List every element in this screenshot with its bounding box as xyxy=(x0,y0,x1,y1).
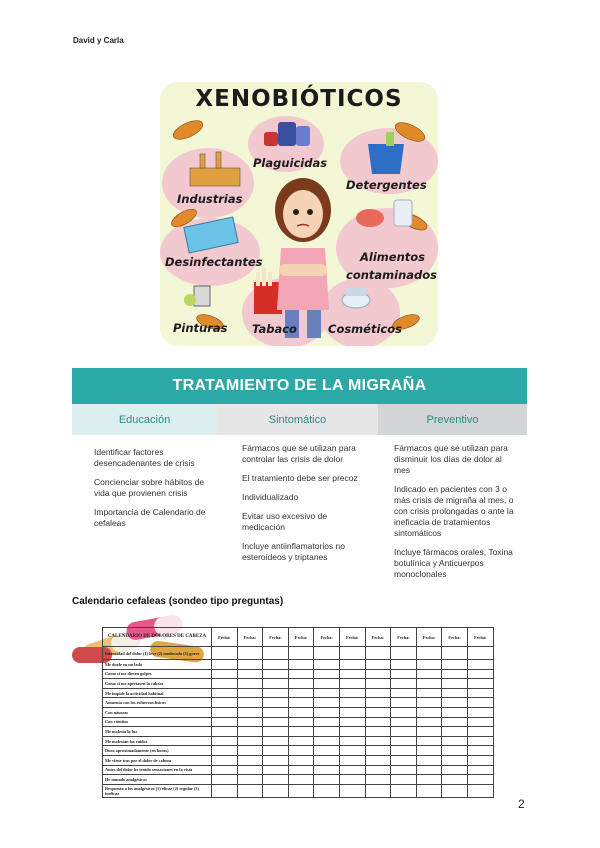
calendar-cell[interactable] xyxy=(365,669,391,679)
calendar-cell[interactable] xyxy=(263,755,289,765)
calendar-cell[interactable] xyxy=(263,736,289,746)
cosmetics-icon xyxy=(342,288,370,308)
calendar-cell[interactable] xyxy=(212,707,238,717)
calendar-cell[interactable] xyxy=(314,679,340,689)
calendar-cell[interactable] xyxy=(391,775,417,785)
detergent-icon xyxy=(368,132,404,174)
calendar-row-label: Me viene tras por el dolor de cabeza xyxy=(103,755,212,765)
calendar-cell[interactable] xyxy=(314,669,340,679)
calendar-cell[interactable] xyxy=(263,679,289,689)
calendar-row xyxy=(103,775,494,785)
calendar-cell[interactable] xyxy=(263,688,289,698)
date-column-header: Fecha: xyxy=(212,628,238,647)
calendar-cell[interactable] xyxy=(442,736,468,746)
calendar-row-label: Dura aproximadamente (en horas) xyxy=(103,746,212,756)
calendar-cell[interactable] xyxy=(339,669,365,679)
date-column-header: Fecha: xyxy=(365,628,391,647)
calendar-cell[interactable] xyxy=(416,717,442,727)
calendar-cell[interactable] xyxy=(467,698,493,708)
date-column-header: Fecha: xyxy=(237,628,263,647)
calendar-cell[interactable] xyxy=(339,727,365,737)
calendar-cell[interactable] xyxy=(288,707,314,717)
girl-illustration xyxy=(265,170,341,340)
calendar-cell[interactable] xyxy=(339,775,365,785)
calendar-cell[interactable] xyxy=(237,736,263,746)
calendar-cell[interactable] xyxy=(314,736,340,746)
calendar-cell[interactable] xyxy=(288,647,314,660)
calendar-cell[interactable] xyxy=(314,746,340,756)
sintomatico-item: Fármacos que se utilizan para controlar las crisis de dolor xyxy=(242,443,356,464)
sintomatico-item: Evitar uso excesivo de medicación xyxy=(242,511,328,532)
calendar-cell[interactable] xyxy=(339,765,365,775)
calendar-cell[interactable] xyxy=(365,784,391,797)
calendar-cell[interactable] xyxy=(416,755,442,765)
calendar-cell[interactable] xyxy=(288,736,314,746)
calendar-cell[interactable] xyxy=(365,679,391,689)
pesticide-icon xyxy=(264,122,310,146)
calendar-cell[interactable] xyxy=(263,775,289,785)
calendar-cell[interactable] xyxy=(365,698,391,708)
calendar-cell[interactable] xyxy=(212,736,238,746)
calendar-cell[interactable] xyxy=(212,784,238,797)
calendar-cell[interactable] xyxy=(365,736,391,746)
calendar-cell[interactable] xyxy=(442,717,468,727)
calendar-cell[interactable] xyxy=(365,717,391,727)
headache-calendar-table xyxy=(102,627,494,798)
calendar-cell[interactable] xyxy=(391,669,417,679)
calendar-cell[interactable] xyxy=(212,717,238,727)
calendar-cell[interactable] xyxy=(442,707,468,717)
calendar-cell[interactable] xyxy=(339,660,365,670)
calendar-cell[interactable] xyxy=(237,707,263,717)
calendar-cell[interactable] xyxy=(314,727,340,737)
calendar-cell[interactable] xyxy=(212,698,238,708)
calendar-cell[interactable] xyxy=(416,775,442,785)
factory-icon xyxy=(190,152,240,186)
calendar-row-label: Con náuseas xyxy=(103,707,212,717)
label-industrias: Industrias xyxy=(177,192,243,206)
calendar-cell[interactable] xyxy=(212,727,238,737)
calendar-cell[interactable] xyxy=(263,727,289,737)
calendar-cell[interactable] xyxy=(391,647,417,660)
calendar-cell[interactable] xyxy=(288,669,314,679)
calendar-cell[interactable] xyxy=(339,784,365,797)
calendar-cell[interactable] xyxy=(467,736,493,746)
calendar-cell[interactable] xyxy=(416,669,442,679)
calendar-cell[interactable] xyxy=(314,755,340,765)
calendar-row-label: Aumenta con los esfuerzos físicos xyxy=(103,698,212,708)
food-icon xyxy=(356,200,412,227)
calendar-cell[interactable] xyxy=(288,688,314,698)
label-plaguicidas: Plaguicidas xyxy=(253,156,328,170)
calendar-cell[interactable] xyxy=(263,647,289,660)
calendar-row xyxy=(103,688,494,698)
calendar-title: CALENDARIO DE DOLORES DE CABEZA xyxy=(103,628,212,647)
migraine-column-headers xyxy=(72,404,527,435)
calendar-cell[interactable] xyxy=(314,707,340,717)
calendar-cell[interactable] xyxy=(212,775,238,785)
calendar-cell[interactable] xyxy=(263,717,289,727)
calendar-row-label: Me impide la actividad habitual xyxy=(103,688,212,698)
calendar-cell[interactable] xyxy=(416,679,442,689)
calendar-cell[interactable] xyxy=(288,775,314,785)
calendar-cell[interactable] xyxy=(288,727,314,737)
calendar-cell[interactable] xyxy=(442,775,468,785)
calendar-cell[interactable] xyxy=(237,727,263,737)
migraine-treatment-panel xyxy=(72,368,527,590)
calendar-cell[interactable] xyxy=(263,698,289,708)
calendar-row xyxy=(103,727,494,737)
calendar-cell[interactable] xyxy=(467,755,493,765)
calendar-cell[interactable] xyxy=(442,698,468,708)
preventivo-list xyxy=(394,443,516,588)
date-column-header: Fecha: xyxy=(339,628,365,647)
calendar-cell[interactable] xyxy=(237,717,263,727)
calendar-row xyxy=(103,736,494,746)
calendar-cell[interactable] xyxy=(237,765,263,775)
calendar-row-label: Con vómitos xyxy=(103,717,212,727)
date-column-header: Fecha: xyxy=(442,628,468,647)
calendar-cell[interactable] xyxy=(416,647,442,660)
header-author: David y Carla xyxy=(73,36,124,45)
calendar-cell[interactable] xyxy=(288,679,314,689)
calendar-cell[interactable] xyxy=(467,727,493,737)
date-column-header: Fecha: xyxy=(314,628,340,647)
calendar-cell[interactable] xyxy=(288,746,314,756)
label-tabaco: Tabaco xyxy=(252,322,297,336)
preventivo-item: Indicado en pacientes con 3 o más crisis de migraña al mes, o con crisis prolongadas o ante la ineficacia de tratamientos sintomáticos xyxy=(394,484,514,538)
calendar-cell[interactable] xyxy=(442,765,468,775)
calendar-row-label: Como si me apretasen la cabeza xyxy=(103,679,212,689)
calendar-header-row xyxy=(103,628,494,647)
calendar-cell[interactable] xyxy=(467,775,493,785)
calendar-cell[interactable] xyxy=(339,647,365,660)
calendar-cell[interactable] xyxy=(212,669,238,679)
calendar-cell[interactable] xyxy=(442,669,468,679)
calendar-cell[interactable] xyxy=(391,727,417,737)
calendar-cell[interactable] xyxy=(365,660,391,670)
calendar-cell[interactable] xyxy=(237,784,263,797)
calendar-cell[interactable] xyxy=(288,755,314,765)
calendar-cell[interactable] xyxy=(314,647,340,660)
educacion-item: Importancia de Calendario de cefaleas xyxy=(94,507,206,528)
calendar-cell[interactable] xyxy=(314,660,340,670)
calendar-row-label: Respuesta a los analgésicos (1) eficaz (2) regular (3) ineficaz xyxy=(103,784,212,797)
calendar-row-label: Como si me diesen golpes xyxy=(103,669,212,679)
calendar-cell[interactable] xyxy=(416,660,442,670)
sintomatico-list xyxy=(242,443,362,571)
calendar-cell[interactable] xyxy=(391,765,417,775)
calendar-row xyxy=(103,707,494,717)
calendar-row xyxy=(103,679,494,689)
educacion-item: Concienciar sobre hábitos de vida que provienen crisis xyxy=(94,477,205,498)
calendar-cell[interactable] xyxy=(314,717,340,727)
calendar-cell[interactable] xyxy=(391,679,417,689)
calendar-cell[interactable] xyxy=(237,660,263,670)
calendar-cell[interactable] xyxy=(237,746,263,756)
calendar-cell[interactable] xyxy=(416,746,442,756)
calendar-cell[interactable] xyxy=(237,775,263,785)
xenobioticos-poster xyxy=(160,82,438,346)
calendar-cell[interactable] xyxy=(467,647,493,660)
label-detergentes: Detergentes xyxy=(346,178,427,192)
calendar-cell[interactable] xyxy=(467,679,493,689)
calendar-cell[interactable] xyxy=(314,765,340,775)
calendar-cell[interactable] xyxy=(365,755,391,765)
calendar-row xyxy=(103,765,494,775)
calendar-cell[interactable] xyxy=(442,688,468,698)
calendar-cell[interactable] xyxy=(467,660,493,670)
calendar-cell[interactable] xyxy=(467,784,493,797)
calendar-cell[interactable] xyxy=(237,647,263,660)
calendar-cell[interactable] xyxy=(314,784,340,797)
calendar-body xyxy=(103,647,494,798)
calendar-cell[interactable] xyxy=(365,647,391,660)
calendar-cell[interactable] xyxy=(416,765,442,775)
label-desinfectantes: Desinfectantes xyxy=(165,255,263,269)
calendar-row-label: Me molestan los ruidos xyxy=(103,736,212,746)
calendar-cell[interactable] xyxy=(263,765,289,775)
calendar-cell[interactable] xyxy=(339,755,365,765)
calendar-cell[interactable] xyxy=(314,688,340,698)
sintomatico-item: El tratamiento debe ser precoz xyxy=(242,473,358,483)
calendar-cell[interactable] xyxy=(442,727,468,737)
calendar-cell[interactable] xyxy=(212,755,238,765)
calendar-cell[interactable] xyxy=(467,746,493,756)
calendar-cell[interactable] xyxy=(314,698,340,708)
calendar-cell[interactable] xyxy=(365,746,391,756)
calendar-cell[interactable] xyxy=(339,679,365,689)
calendar-cell[interactable] xyxy=(263,660,289,670)
page-number: 2 xyxy=(518,797,525,811)
migraine-title: TRATAMIENTO DE LA MIGRAÑA xyxy=(72,368,527,404)
pool-icon xyxy=(184,217,238,253)
calendar-cell[interactable] xyxy=(288,660,314,670)
calendar-cell[interactable] xyxy=(237,688,263,698)
calendar-cell[interactable] xyxy=(467,717,493,727)
calendar-cell[interactable] xyxy=(391,698,417,708)
calendar-row xyxy=(103,698,494,708)
calendar-row xyxy=(103,660,494,670)
calendar-cell[interactable] xyxy=(416,707,442,717)
calendar-cell[interactable] xyxy=(442,755,468,765)
col-preventivo: Preventivo xyxy=(378,404,527,435)
calendar-cell[interactable] xyxy=(263,707,289,717)
calendar-cell[interactable] xyxy=(365,775,391,785)
calendar-cell[interactable] xyxy=(263,669,289,679)
calendar-cell[interactable] xyxy=(442,660,468,670)
calendar-cell[interactable] xyxy=(416,698,442,708)
calendar-row xyxy=(103,784,494,797)
calendar-cell[interactable] xyxy=(237,698,263,708)
calendar-cell[interactable] xyxy=(212,746,238,756)
calendar-cell[interactable] xyxy=(237,669,263,679)
calendar-row-label: He tomado analgésicos xyxy=(103,775,212,785)
calendar-row xyxy=(103,717,494,727)
sintomatico-item: Individualizado xyxy=(242,492,299,502)
calendar-row xyxy=(103,755,494,765)
calendar-cell[interactable] xyxy=(339,717,365,727)
calendar-cell[interactable] xyxy=(339,688,365,698)
calendar-cell[interactable] xyxy=(365,707,391,717)
calendar-cell[interactable] xyxy=(391,717,417,727)
col-educacion: Educación xyxy=(72,404,217,435)
calendar-cell[interactable] xyxy=(391,755,417,765)
calendar-cell[interactable] xyxy=(416,736,442,746)
calendar-cell[interactable] xyxy=(365,688,391,698)
calendar-row-label: Antes del dolor he tenido sensaciones en la vista xyxy=(103,765,212,775)
calendar-cell[interactable] xyxy=(416,784,442,797)
calendar-cell[interactable] xyxy=(467,765,493,775)
calendar-cell[interactable] xyxy=(288,717,314,727)
calendar-cell[interactable] xyxy=(467,669,493,679)
date-column-header: Fecha: xyxy=(467,628,493,647)
label-alimentos: Alimentos xyxy=(360,250,425,264)
date-column-header: Fecha: xyxy=(391,628,417,647)
calendar-cell[interactable] xyxy=(339,746,365,756)
calendar-cell[interactable] xyxy=(467,707,493,717)
calendar-cell[interactable] xyxy=(288,765,314,775)
calendar-cell[interactable] xyxy=(237,679,263,689)
preventivo-item: Fármacos que se utilizan para disminuir los días de dolor al mes xyxy=(394,443,508,475)
calendar-cell[interactable] xyxy=(263,784,289,797)
calendar-cell[interactable] xyxy=(442,784,468,797)
calendar-cell[interactable] xyxy=(237,755,263,765)
calendar-row-label: Intensidad del dolor (1) leve (2) moderado (3) grave xyxy=(103,647,212,660)
calendar-cell[interactable] xyxy=(391,736,417,746)
calendar-cell[interactable] xyxy=(391,746,417,756)
calendar-cell[interactable] xyxy=(263,746,289,756)
calendar-cell[interactable] xyxy=(442,647,468,660)
educacion-list xyxy=(94,447,214,537)
calendar-row xyxy=(103,746,494,756)
educacion-item: Identificar factores desencadenantes de crisis xyxy=(94,447,195,468)
calendar-cell[interactable] xyxy=(365,765,391,775)
calendar-cell[interactable] xyxy=(442,746,468,756)
calendar-cell[interactable] xyxy=(391,660,417,670)
calendar-cell[interactable] xyxy=(314,775,340,785)
calendar-row xyxy=(103,647,494,660)
paint-icon xyxy=(184,286,210,306)
calendar-row xyxy=(103,669,494,679)
calendar-cell[interactable] xyxy=(212,660,238,670)
calendar-cell[interactable] xyxy=(391,784,417,797)
date-column-header: Fecha: xyxy=(416,628,442,647)
calendar-cell[interactable] xyxy=(339,707,365,717)
poster-title: XENOBIÓTICOS xyxy=(195,86,403,112)
calendar-cell[interactable] xyxy=(288,698,314,708)
calendar-cell[interactable] xyxy=(365,727,391,737)
label-contaminados: contaminados xyxy=(346,268,438,282)
date-column-header: Fecha: xyxy=(263,628,289,647)
calendar-cell[interactable] xyxy=(467,688,493,698)
calendar-cell[interactable] xyxy=(339,698,365,708)
calendar-cell[interactable] xyxy=(212,765,238,775)
calendar-cell[interactable] xyxy=(212,647,238,660)
calendar-cell[interactable] xyxy=(212,688,238,698)
calendar-row-label: Me duele en un lado xyxy=(103,660,212,670)
label-pinturas: Pinturas xyxy=(173,321,228,335)
label-cosmeticos: Cosméticos xyxy=(328,322,402,336)
calendar-row-label: Me molesta la luz xyxy=(103,727,212,737)
calendar-cell[interactable] xyxy=(212,679,238,689)
calendar-cell[interactable] xyxy=(339,736,365,746)
calendar-cell[interactable] xyxy=(391,707,417,717)
calendar-cell[interactable] xyxy=(416,688,442,698)
col-sintomatico: Sintomático xyxy=(217,404,378,435)
calendar-cell[interactable] xyxy=(391,688,417,698)
calendar-cell[interactable] xyxy=(288,784,314,797)
calendar-caption: Calendario cefaleas (sondeo tipo preguntas) xyxy=(72,596,284,607)
sintomatico-item: Incluye antiinflamatorios no esteroideos y triptanes xyxy=(242,541,346,562)
calendar-cell[interactable] xyxy=(416,727,442,737)
calendar-cell[interactable] xyxy=(442,679,468,689)
date-column-header: Fecha: xyxy=(288,628,314,647)
preventivo-item: Incluye fármacos orales, Toxina botulínica y Anticuerpos monoclonales xyxy=(394,547,513,579)
